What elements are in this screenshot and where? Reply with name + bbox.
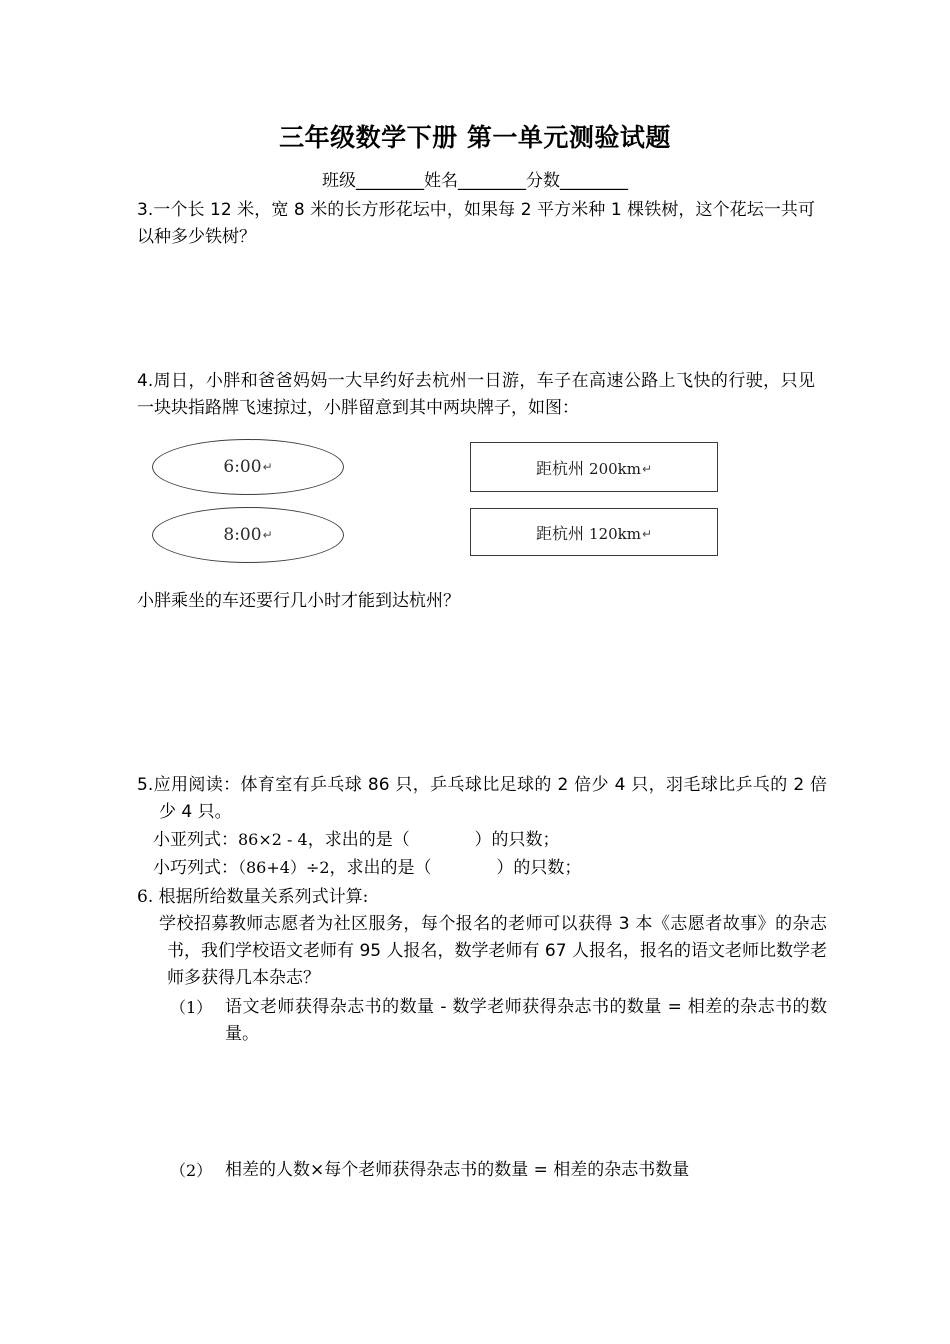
return-mark-icon: ↵ bbox=[262, 460, 273, 474]
question-6-sub-item-1-marker: （1） bbox=[170, 998, 213, 1017]
xiaoqiao-expression: （86+4）÷2 bbox=[238, 858, 330, 877]
question-5-lead: 5.应用阅读： bbox=[137, 775, 241, 795]
road-sign-first-label: 距杭州 200km↵ bbox=[535, 458, 653, 478]
return-mark-icon: ↵ bbox=[642, 461, 653, 476]
road-sign-second bbox=[470, 508, 718, 556]
return-mark-icon: ↵ bbox=[262, 528, 273, 542]
question-5-xiaoqiao-line bbox=[137, 854, 827, 882]
student-info-line: 班级________姓名________分数________ bbox=[322, 171, 628, 191]
question-6-heading: 6. 根据所给数量关系列式计算: bbox=[137, 887, 369, 907]
page-title: 三年级数学下册 第一单元测验试题 bbox=[279, 123, 671, 152]
xiaoya-expression: 86×2 - 4 bbox=[238, 830, 308, 849]
road-sign-first bbox=[470, 442, 718, 492]
xiaoqiao-label: 小巧列式： bbox=[153, 858, 238, 878]
question-6-sub-item-1-text: 语文老师获得杂志书的数量 - 数学老师获得杂志书的数量 = 相差的杂志书的数量。 bbox=[225, 997, 827, 1044]
time-ellipse-second-label: 8:00↵ bbox=[223, 525, 273, 545]
question-6-sub-item-2 bbox=[137, 1157, 915, 1184]
xiaoya-tail: ，求出的是（ ）的只数； bbox=[307, 830, 560, 850]
question-6-block bbox=[137, 884, 827, 1048]
time-ellipse-second bbox=[152, 507, 344, 563]
question-6-sub-item-2-text: 相差的人数×每个老师获得杂志书的数量 = 相差的杂志书数量 bbox=[225, 1160, 690, 1180]
xiaoya-label: 小亚列式： bbox=[153, 830, 238, 850]
xiaoqiao-tail: ，求出的是（ ）的只数； bbox=[329, 858, 582, 878]
question-4-followup-text: 小胖乘坐的车还要行几小时才能到达杭州？ bbox=[137, 591, 460, 611]
question-5-body bbox=[137, 772, 827, 826]
question-5-xiaoya-line bbox=[137, 826, 827, 854]
question-6-sub-item-2-marker: （2） bbox=[170, 1161, 213, 1180]
question-5-statement: 体育室有乒乓球 86 只，乒乓球比足球的 2 倍少 4 只，羽毛球比乒乓的 2 倍少 4 只。 bbox=[159, 775, 827, 822]
return-mark-icon: ↵ bbox=[642, 526, 653, 541]
question-6-body: 学校招募教师志愿者为社区服务，每个报名的老师可以获得 3 本《志愿者故事》的杂志书，我们学校语文老师有 95 人报名，数学老师有 67 人报名，报名的语文老师比数学老师多获得几本杂志？ bbox=[159, 914, 827, 988]
road-sign-second-label: 距杭州 120km↵ bbox=[535, 523, 653, 543]
time-ellipse-first bbox=[152, 439, 344, 495]
question-4-intro-text: 4.周日，小胖和爸爸妈妈一大早约好去杭州一日游，车子在高速公路上飞快的行驶，只见一块块指路牌飞速掠过，小胖留意到其中两块牌子，如图： bbox=[137, 371, 815, 418]
question-5-block bbox=[137, 772, 827, 882]
question-6-sub-item-1 bbox=[137, 994, 827, 1048]
time-ellipse-first-label: 6:00↵ bbox=[223, 457, 273, 477]
question-3-text: 3.一个长 12 米，宽 8 米的长方形花坛中，如果每 2 平方米种 1 棵铁树，这个花坛一共可以种多少铁树？ bbox=[137, 200, 815, 247]
